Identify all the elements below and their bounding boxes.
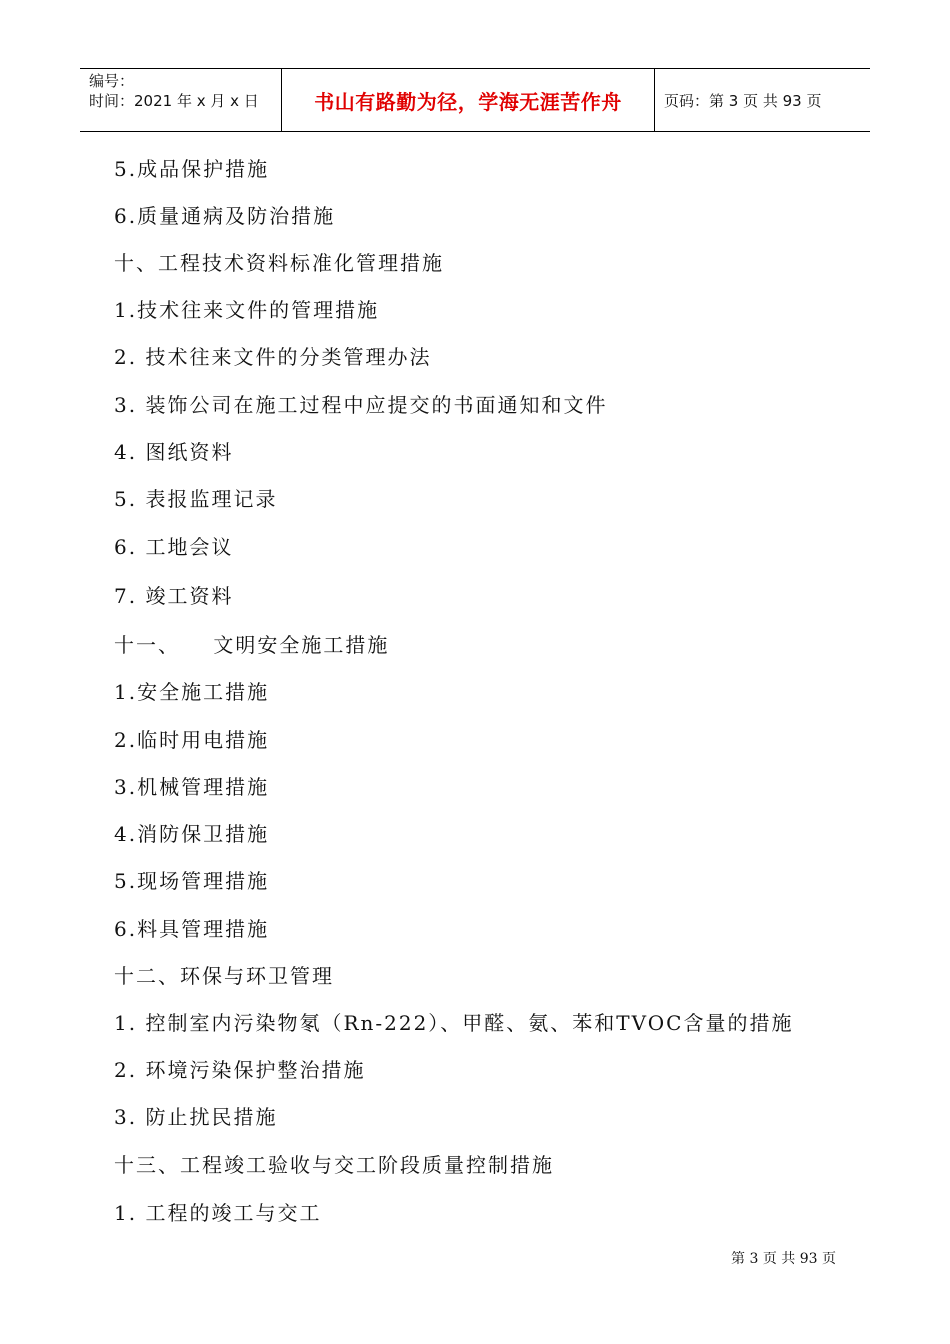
body-line: 2. 环境污染保护整治措施 [114, 1058, 366, 1082]
section-heading: 十、工程技术资料标准化管理措施 [114, 251, 444, 275]
body-line: 6.料具管理措施 [114, 917, 270, 941]
header-page-info: 页码：第 3 页 共 93 页 [664, 91, 822, 110]
body-line: 3. 防止扰民措施 [114, 1105, 278, 1129]
body-line: 4.消防保卫措施 [114, 822, 270, 846]
body-line: 6. 工地会议 [114, 535, 234, 559]
document-date: 时间：2021 年 x 月 x 日 [89, 92, 259, 110]
body-line: 1.技术往来文件的管理措施 [114, 298, 380, 322]
document-number-label: 编号： [89, 72, 135, 90]
body-line: 5. 表报监理记录 [114, 487, 278, 511]
body-line: 6.质量通病及防治措施 [114, 204, 336, 228]
body-line: 2.临时用电措施 [114, 728, 270, 752]
body-line: 1. 控制室内污染物氡（Rn-222）、甲醛、氨、苯和TVOC含量的措施 [114, 1011, 794, 1035]
body-line: 4. 图纸资料 [114, 440, 234, 464]
section-heading: 十一、 文明安全施工措施 [114, 633, 390, 657]
body-line: 3. 装饰公司在施工过程中应提交的书面通知和文件 [114, 393, 608, 417]
body-line: 2. 技术往来文件的分类管理办法 [114, 345, 432, 369]
body-line: 3.机械管理措施 [114, 775, 270, 799]
body-line: 5.现场管理措施 [114, 869, 270, 893]
page-footer: 第 3 页 共 93 页 [731, 1251, 836, 1267]
section-heading: 十三、工程竣工验收与交工阶段质量控制措施 [114, 1153, 554, 1177]
header-motto: 书山有路勤为径，学海无涯苦作舟 [282, 69, 655, 131]
page-header [80, 68, 870, 132]
body-line: 1.安全施工措施 [114, 680, 270, 704]
body-line: 5.成品保护措施 [114, 157, 270, 181]
body-line: 7. 竣工资料 [114, 584, 234, 608]
section-heading: 十二、环保与环卫管理 [114, 964, 334, 988]
body-line: 1. 工程的竣工与交工 [114, 1201, 322, 1225]
header-meta [80, 69, 282, 131]
